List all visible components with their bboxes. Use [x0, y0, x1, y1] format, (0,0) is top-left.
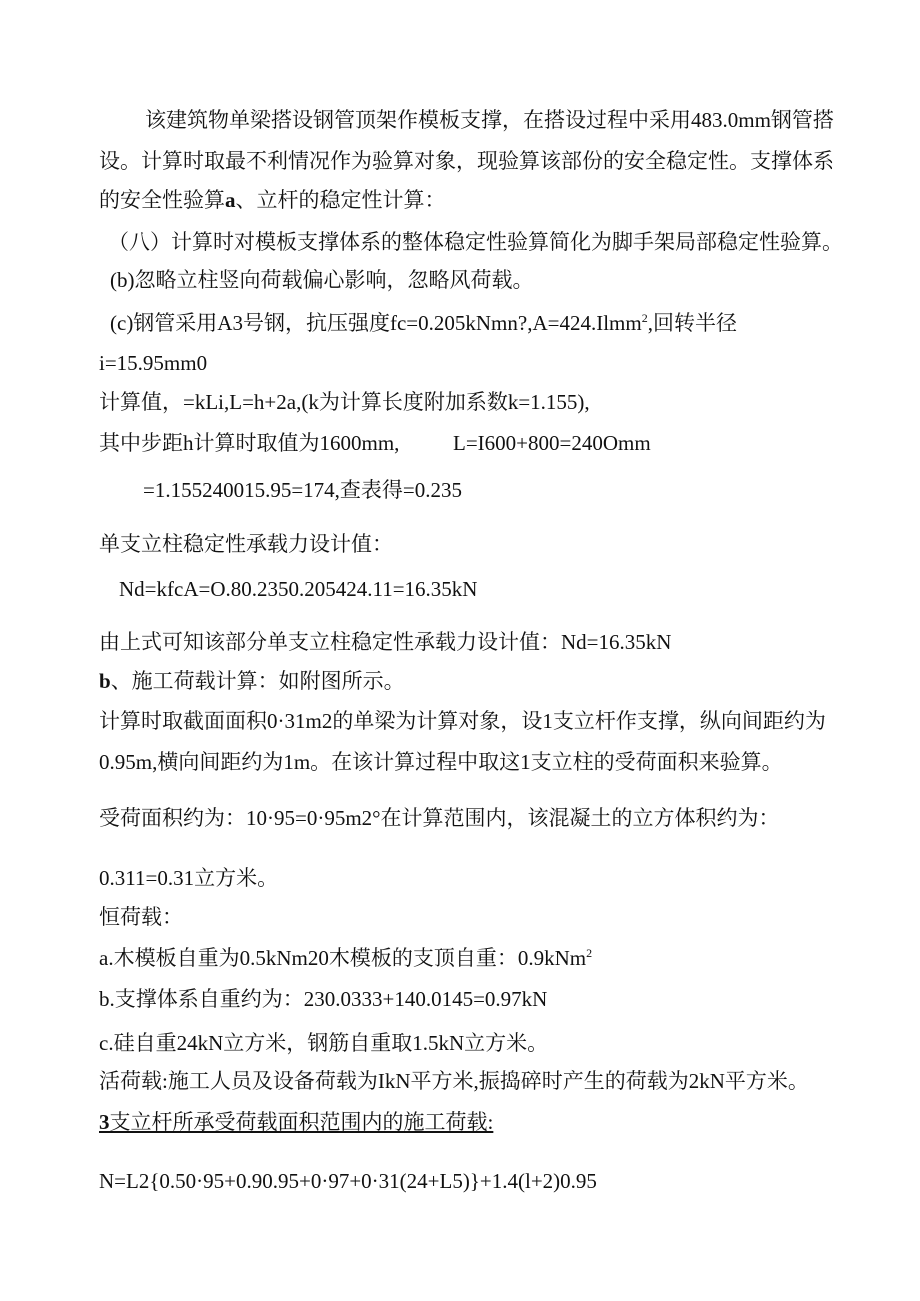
paragraph-line-1: 该建筑物单梁搭设钢管顶架作模板支撑，在搭设过程中采用483.0mm钢管搭	[145, 108, 834, 132]
text-run: 的安全性验算	[99, 188, 225, 212]
text-run: a.木模板自重为0.5kNm20木模板的支顶自重：0.9kNm	[99, 946, 587, 970]
paragraph-line-15: 计算时取截面面积0·31m2的单梁为计算对象，设1支立杆作支撑，纵向间距约为	[99, 709, 826, 733]
formula-n: N=L2{0.50·95+0.90.95+0·97+0·31(24+L5)}+1.4(l+2)0.95	[99, 1169, 597, 1193]
paragraph-line-5: (b)忽略立柱竖向荷载偏心影响，忽略风荷载。	[110, 268, 534, 292]
paragraph-line-13: 由上式可知该部分单支立柱稳定性承载力设计值：Nd=16.35kN	[99, 630, 672, 654]
paragraph-line-8: 计算值，=kLi,L=h+2a,(k为计算长度附加系数k=1.155),	[99, 390, 590, 414]
paragraph-line-22: c.硅自重24kN立方米，钢筋自重取1.5kN立方米。	[99, 1031, 549, 1055]
section-heading-a: 、立杆的稳定性计算：	[235, 188, 446, 212]
text-run: 其中步距h计算时取值为1600mm,	[99, 431, 400, 455]
text-run: (c)钢管采用A3号钢，抗压强度fc=0.205kNmn?,A=424.Ilmm	[110, 311, 642, 335]
paragraph-line-20	[99, 946, 592, 970]
paragraph-line-18: 0.311=0.31立方米。	[99, 866, 279, 890]
section-marker-a: a	[225, 188, 236, 212]
section-marker-b: b	[99, 669, 111, 693]
section-marker-3: 3	[99, 1110, 110, 1134]
paragraph-line-2: 设。计算时取最不利情况作为验算对象，现验算该部份的安全稳定性。支撑体系	[99, 149, 834, 173]
paragraph-line-10: =1.155240015.95=174,查表得=0.235	[143, 478, 463, 502]
paragraph-line-19: 恒荷载：	[99, 905, 183, 929]
paragraph-line-23: 活荷载:施工人员及设备荷载为IkN平方米,振捣碎时产生的荷载为2kN平方米。	[99, 1069, 809, 1093]
paragraph-line-14	[99, 669, 405, 693]
paragraph-line-16: 0.95m,横向间距约为1m。在该计算过程中取这1支立柱的受荷面积来验算。	[99, 750, 783, 774]
paragraph-line-21: b.支撑体系自重约为：230.0333+140.0145=0.97kN	[99, 987, 548, 1011]
superscript: 2	[641, 311, 648, 325]
section-heading-b: 、施工荷载计算：如附图所示。	[110, 669, 405, 693]
paragraph-line-7: i=15.95mm0	[99, 351, 208, 375]
paragraph-line-17: 受荷面积约为：10·95=0·95m2°在计算范围内，该混凝土的立方体积约为：	[99, 806, 780, 830]
paragraph-line-9b: L=I600+800=240Omm	[453, 431, 651, 455]
section-heading-3: 支立杆所承受荷载面积范围内的施工荷载:	[109, 1110, 494, 1134]
superscript: 2	[586, 946, 593, 960]
paragraph-line-3	[99, 188, 446, 212]
paragraph-line-6	[110, 311, 737, 335]
paragraph-line-4: （八）计算时对模板支撑体系的整体稳定性验算简化为脚手架局部稳定性验算。	[108, 230, 843, 254]
formula-nd: Nd=kfcA=O.80.2350.205424.11=16.35kN	[119, 577, 478, 601]
paragraph-line-9	[99, 431, 399, 455]
paragraph-line-11: 单支立柱稳定性承载力设计值：	[99, 532, 393, 556]
text-run: ,回转半径	[647, 311, 737, 335]
paragraph-line-24	[99, 1110, 493, 1134]
